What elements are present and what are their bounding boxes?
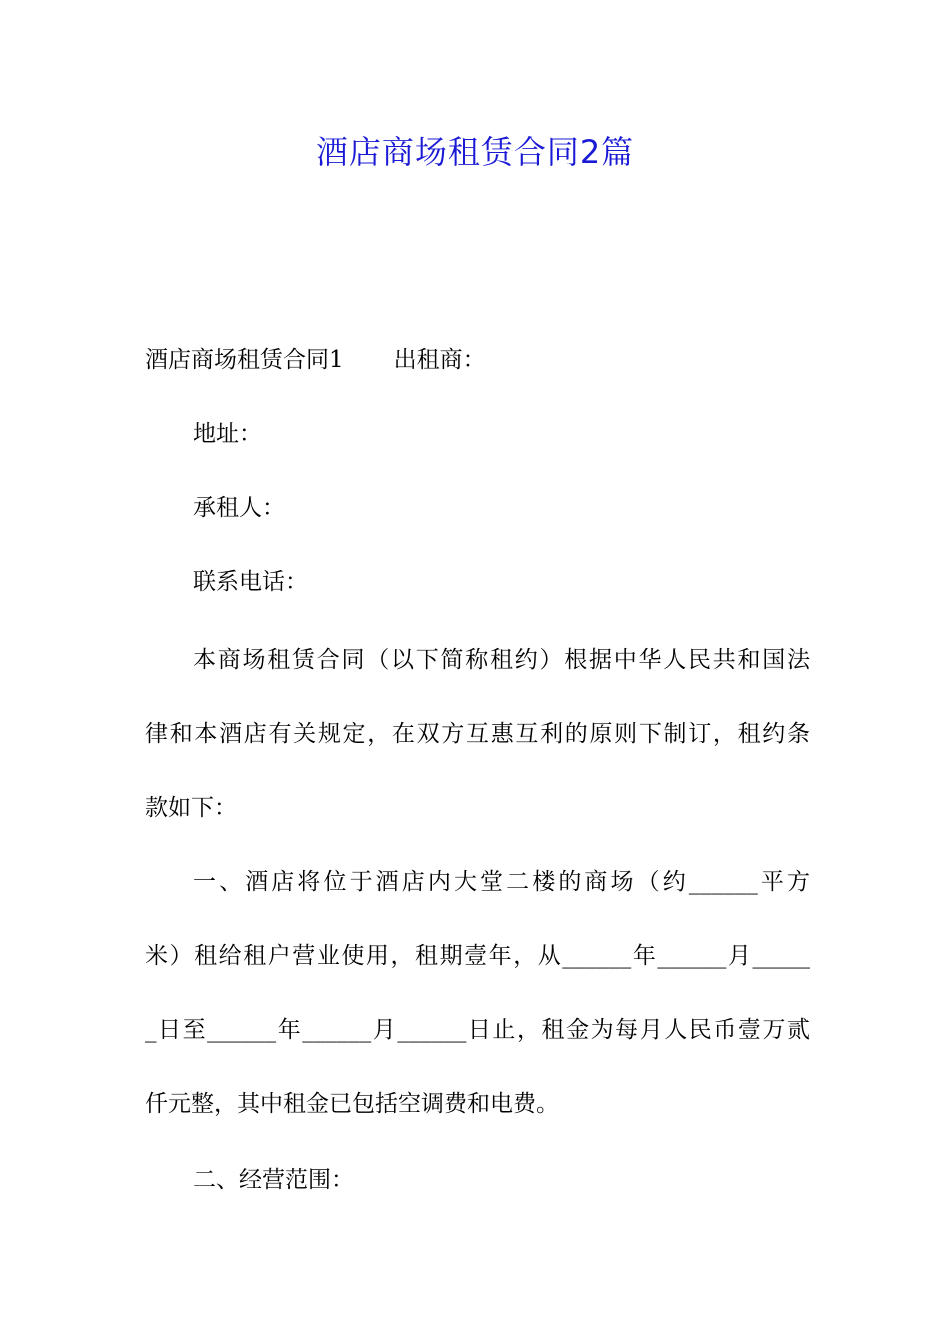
phone-label: 联系电话：	[193, 569, 308, 595]
clause1-line-3: _日至______年______月______日止，租金为每月人民币壹万贰	[145, 1017, 810, 1043]
clause1-line-1: 一、酒店将位于酒店内大堂二楼的商场（约______平方	[193, 869, 810, 895]
contract-name: 酒店商场租赁合同1	[145, 347, 344, 373]
preamble-line-3: 款如下：	[145, 795, 237, 821]
clause2-heading: 二、经营范围：	[193, 1167, 354, 1193]
clause1-line-4: 仟元整，其中租金已包括空调费和电费。	[145, 1091, 559, 1117]
lessor-label: 出租商：	[393, 347, 486, 373]
clause1-line-2: 米）租给租户营业使用，租期壹年，从______年______月_____	[145, 943, 810, 969]
contract-heading-line	[145, 344, 810, 376]
preamble-line-1: 本商场租赁合同（以下简称租约）根据中华人民共和国法	[193, 647, 810, 673]
preamble-line-2: 律和本酒店有关规定，在双方互惠互利的原则下制订，租约条	[145, 721, 810, 747]
page-title: 酒店商场租赁合同2篇	[315, 133, 635, 171]
lessee-label: 承租人：	[193, 495, 285, 521]
address-label: 地址：	[193, 421, 262, 447]
